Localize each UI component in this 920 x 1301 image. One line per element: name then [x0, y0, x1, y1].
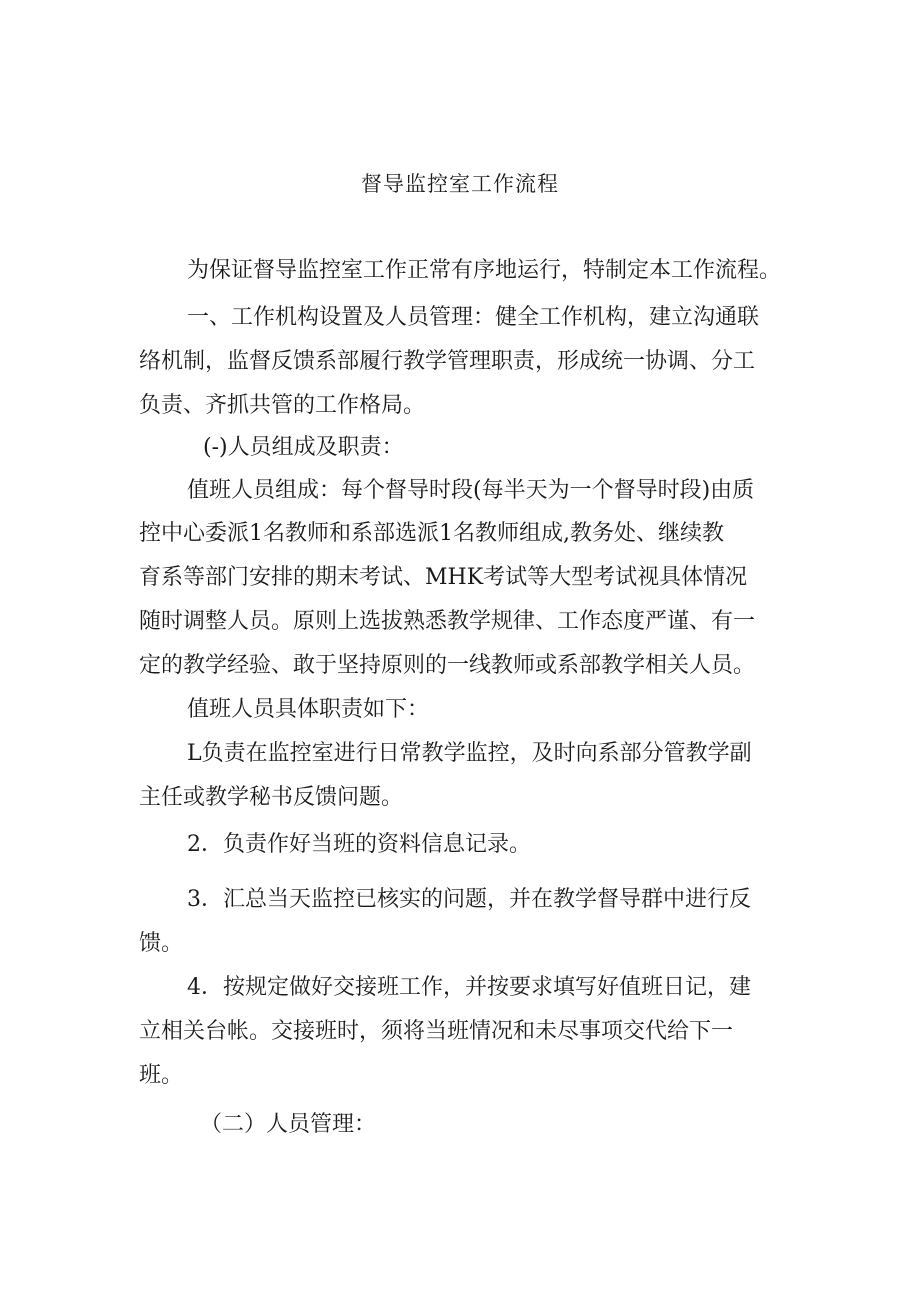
paragraph-line: 络机制，监督反馈系部履行教学管理职责，形成统一协调、分工: [139, 349, 756, 374]
list-item: 2．负责作好当班的资料信息记录。: [187, 832, 531, 857]
paragraph-line: 随时调整人员。原则上选拔熟悉教学规律、工作态度严谨、有一: [139, 609, 756, 634]
paragraph-line: 立相关台帐。交接班时，须将当班情况和未尽事项交代给下一: [139, 1019, 734, 1044]
list-item: 4．按规定做好交接班工作，并按要求填写好值班日记，建: [187, 975, 751, 1000]
document-title: 督导监控室工作流程: [361, 172, 559, 196]
paragraph-line: 班。: [139, 1063, 184, 1088]
paragraph-line: 主任或教学秘书反馈问题。: [139, 785, 404, 810]
paragraph-line: 馈。: [139, 931, 184, 956]
section-heading: (-)人员组成及职责：: [203, 435, 404, 460]
list-item: 3．汇总当天监控已核实的问题，并在教学督导群中进行反: [187, 887, 751, 912]
list-item: L负责在监控室进行日常教学监控，及时向系部分管教学副: [187, 741, 752, 766]
paragraph-line: 育系等部门安排的期末考试、MHK考试等大型考试视具体情况: [139, 565, 748, 590]
paragraph-line: 定的教学经验、敢于坚持原则的一线教师或系部教学相关人员。: [139, 653, 756, 678]
paragraph-line: 控中心委派1名教师和系部选派1名教师组成,教务处、继续教: [139, 521, 724, 546]
section-heading: （二）人员管理：: [200, 1112, 377, 1137]
paragraph-line: 一、工作机构设置及人员管理：健全工作机构，建立沟通联: [187, 305, 760, 330]
paragraph-line: 负责、齐抓共管的工作格局。: [139, 393, 426, 418]
paragraph-line: 值班人员组成：每个督导时段(每半天为一个督导时段)由质: [187, 478, 755, 503]
paragraph-line: 为保证督导监控室工作正常有序地运行，特制定本工作流程。: [187, 258, 782, 283]
paragraph-line: 值班人员具体职责如下：: [187, 697, 430, 722]
